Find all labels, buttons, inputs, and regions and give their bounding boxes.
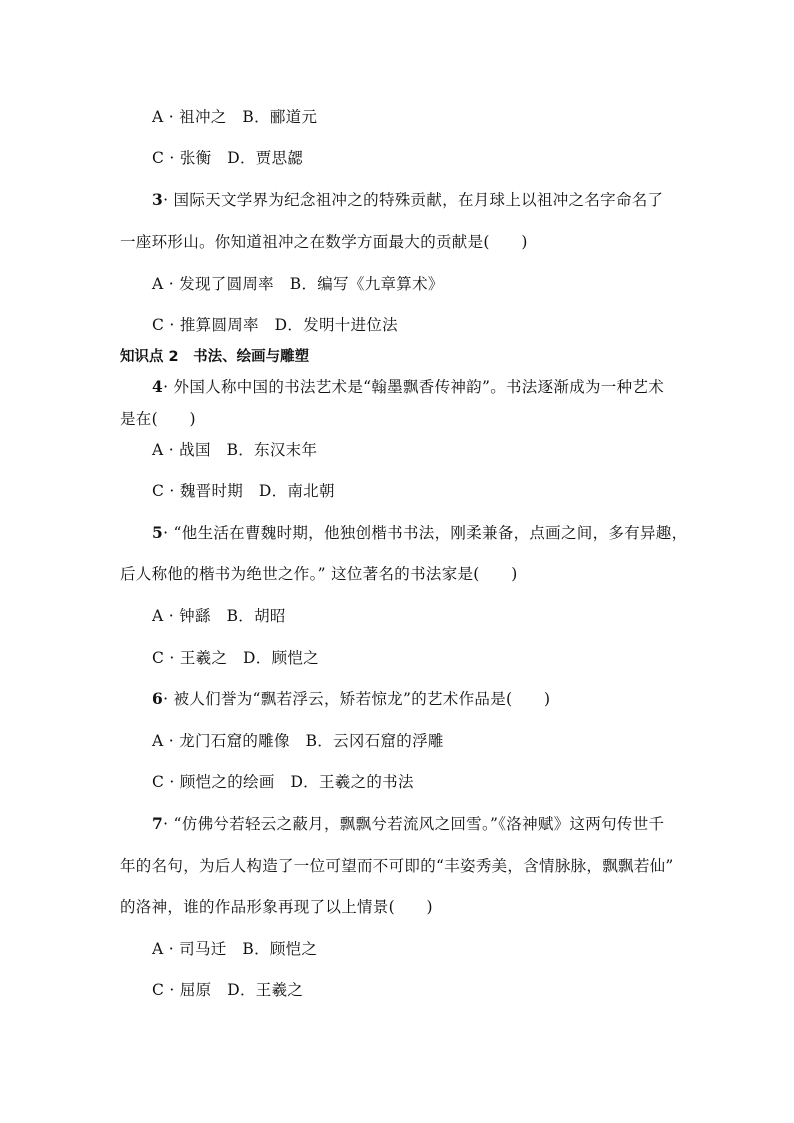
q6-stem-text1: · 被人们誉为“飘若浮云，矫若惊龙”的艺术作品是( ) xyxy=(163,690,551,708)
q7-stem-line3: 的洛神，谁的作品形象再现了以上情景( ) xyxy=(120,898,433,916)
q5-options-ab: A · 钟繇 B．胡昭 xyxy=(152,607,286,625)
q5-options-cd: C · 王羲之 D．顾恺之 xyxy=(152,649,319,667)
section-heading: 知识点 2 书法、绘画与雕塑 xyxy=(120,349,310,365)
q4-stem-line2: 是在( ) xyxy=(120,410,196,428)
q4-number: 4 xyxy=(152,377,164,396)
q6-stem-line1 xyxy=(152,689,550,709)
q4-stem-text1: · 外国人称中国的书法艺术是“翰墨飘香传神韵”。书法逐渐成为一种艺术 xyxy=(163,378,664,396)
q3-options-cd: C · 推算圆周率 D．发明十进位法 xyxy=(152,316,398,334)
q4-stem-line1 xyxy=(152,377,664,397)
q4-options-ab: A · 战国 B．东汉末年 xyxy=(152,441,318,459)
q3-options-ab: A · 发现了圆周率 B．编写《九章算术》 xyxy=(152,275,444,293)
q2-options-ab: A · 祖冲之 B．郦道元 xyxy=(152,108,318,126)
q3-stem-text1: · 国际天文学界为纪念祖冲之的特殊贡献，在月球上以祖冲之名字命名了 xyxy=(163,191,664,209)
q5-stem-line1 xyxy=(152,523,687,543)
q3-stem-line1 xyxy=(152,190,663,210)
q7-stem-line2: 年的名句，为后人构造了一位可望而不可即的“丰姿秀美，含情脉脉，飘飘若仙” xyxy=(120,857,674,875)
q6-options-ab: A · 龙门石窟的雕像 B．云冈石窟的浮雕 xyxy=(152,732,444,750)
q3-stem-line2: 一座环形山。你知道祖冲之在数学方面最大的贡献是( ) xyxy=(120,233,528,251)
q5-stem-text1: · “他生活在曹魏时期，他独创楷书书法，刚柔兼备，点画之间，多有异趣， xyxy=(163,524,688,542)
q7-number: 7 xyxy=(152,814,164,833)
q7-options-ab: A · 司马迁 B．顾恺之 xyxy=(152,940,318,958)
q7-stem-text1: · “仿佛兮若轻云之蔽月，飘飘兮若流风之回雪。”《洛神赋》这两句传世千 xyxy=(163,815,665,833)
q6-options-cd: C · 顾恺之的绘画 D．王羲之的书法 xyxy=(152,773,414,791)
q3-number: 3 xyxy=(152,190,164,209)
q6-number: 6 xyxy=(152,689,164,708)
q2-options-cd: C · 张衡 D．贾思勰 xyxy=(152,149,304,167)
q7-stem-line1 xyxy=(152,814,664,834)
q4-options-cd: C · 魏晋时期 D．南北朝 xyxy=(152,482,335,500)
q5-number: 5 xyxy=(152,523,164,542)
q5-stem-line2: 后人称他的楷书为绝世之作。” 这位著名的书法家是( ) xyxy=(120,565,518,583)
q7-options-cd: C · 屈原 D．王羲之 xyxy=(152,981,304,999)
